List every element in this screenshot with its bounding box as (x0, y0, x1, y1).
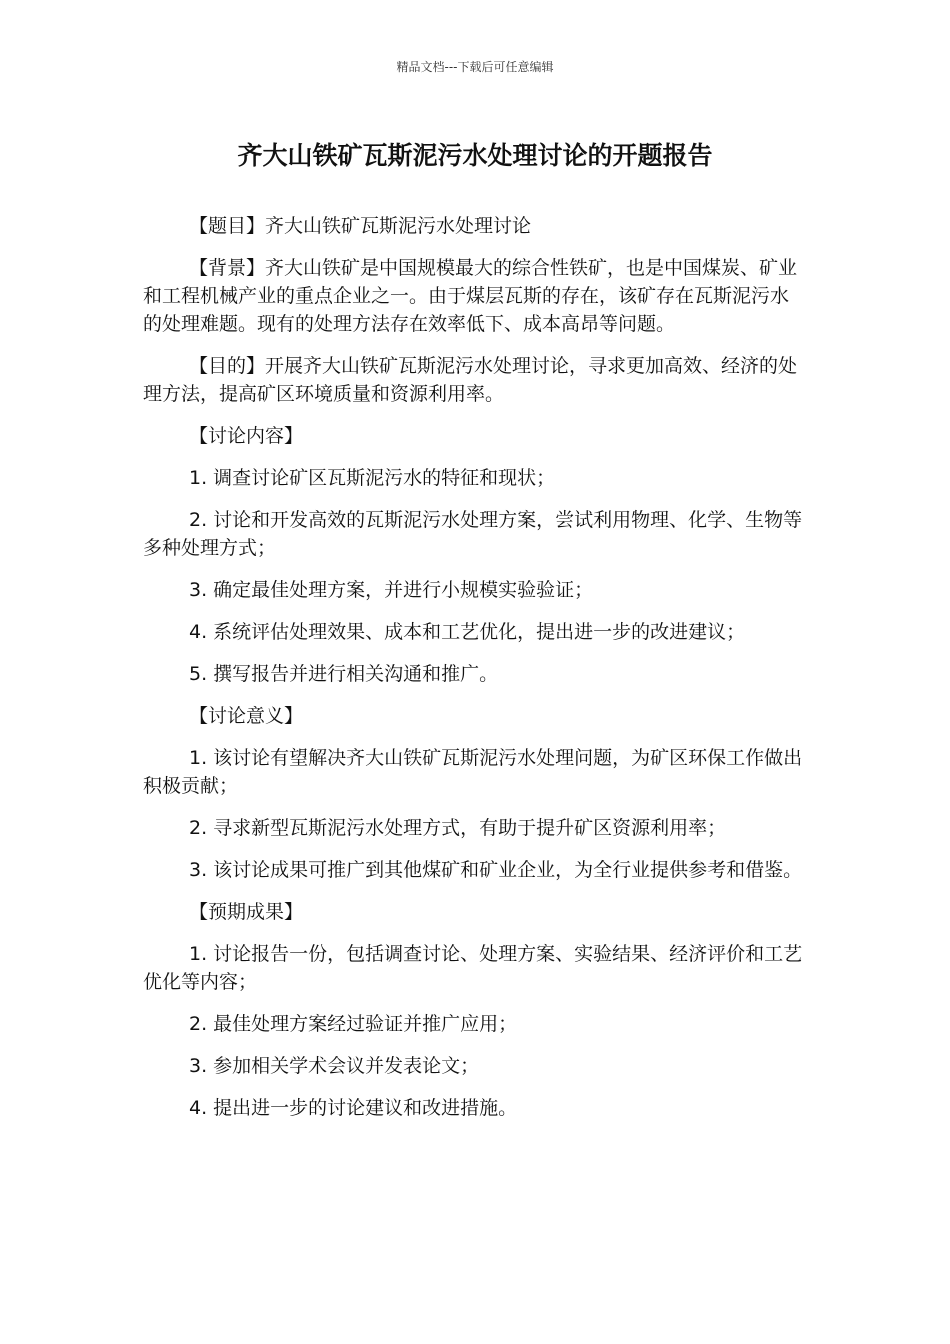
header-note: 精品文档---下载后可任意编辑 (396, 60, 554, 74)
list-item: 5. 撰写报告并进行相关沟通和推广。 (189, 663, 499, 685)
list-item: 2. 讨论和开发高效的瓦斯泥污水处理方案，尝试利用物理、化学、生物等多种处理方式； (143, 509, 803, 559)
section-heading-significance: 【讨论意义】 (189, 705, 304, 727)
list-item: 3. 参加相关学术会议并发表论文； (189, 1055, 480, 1077)
document-title: 齐大山铁矿瓦斯泥污水处理讨论的开题报告 (237, 141, 713, 170)
list-item: 3. 确定最佳处理方案，并进行小规模实验验证； (189, 579, 594, 601)
document-body (143, 212, 803, 1136)
list-item: 3. 该讨论成果可推广到其他煤矿和矿业企业，为全行业提供参考和借鉴。 (189, 859, 803, 881)
section-heading-content: 【讨论内容】 (189, 425, 304, 447)
list-item: 1. 调查讨论矿区瓦斯泥污水的特征和现状； (189, 467, 556, 489)
list-item: 4. 提出进一步的讨论建议和改进措施。 (189, 1097, 518, 1119)
list-item: 2. 寻求新型瓦斯泥污水处理方式，有助于提升矿区资源利用率； (189, 817, 727, 839)
paragraph-topic: 【题目】齐大山铁矿瓦斯泥污水处理讨论 (189, 215, 532, 237)
list-item: 1. 该讨论有望解决齐大山铁矿瓦斯泥污水处理问题，为矿区环保工作做出积极贡献； (143, 747, 803, 797)
paragraph-background: 【背景】齐大山铁矿是中国规模最大的综合性铁矿，也是中国煤炭、矿业和工程机械产业的重点企业之一。由于煤层瓦斯的存在，该矿存在瓦斯泥污水的处理难题。现有的处理方法存在效率低下、成本高昂等问题。 (143, 257, 798, 335)
section-heading-expected-results: 【预期成果】 (189, 901, 304, 923)
list-item: 2. 最佳处理方案经过验证并推广应用； (189, 1013, 518, 1035)
list-item: 1. 讨论报告一份，包括调查讨论、处理方案、实验结果、经济评价和工艺优化等内容； (143, 943, 803, 993)
paragraph-purpose: 【目的】开展齐大山铁矿瓦斯泥污水处理讨论，寻求更加高效、经济的处理方法，提高矿区环境质量和资源利用率。 (143, 355, 798, 405)
list-item: 4. 系统评估处理效果、成本和工艺优化，提出进一步的改进建议； (189, 621, 746, 643)
